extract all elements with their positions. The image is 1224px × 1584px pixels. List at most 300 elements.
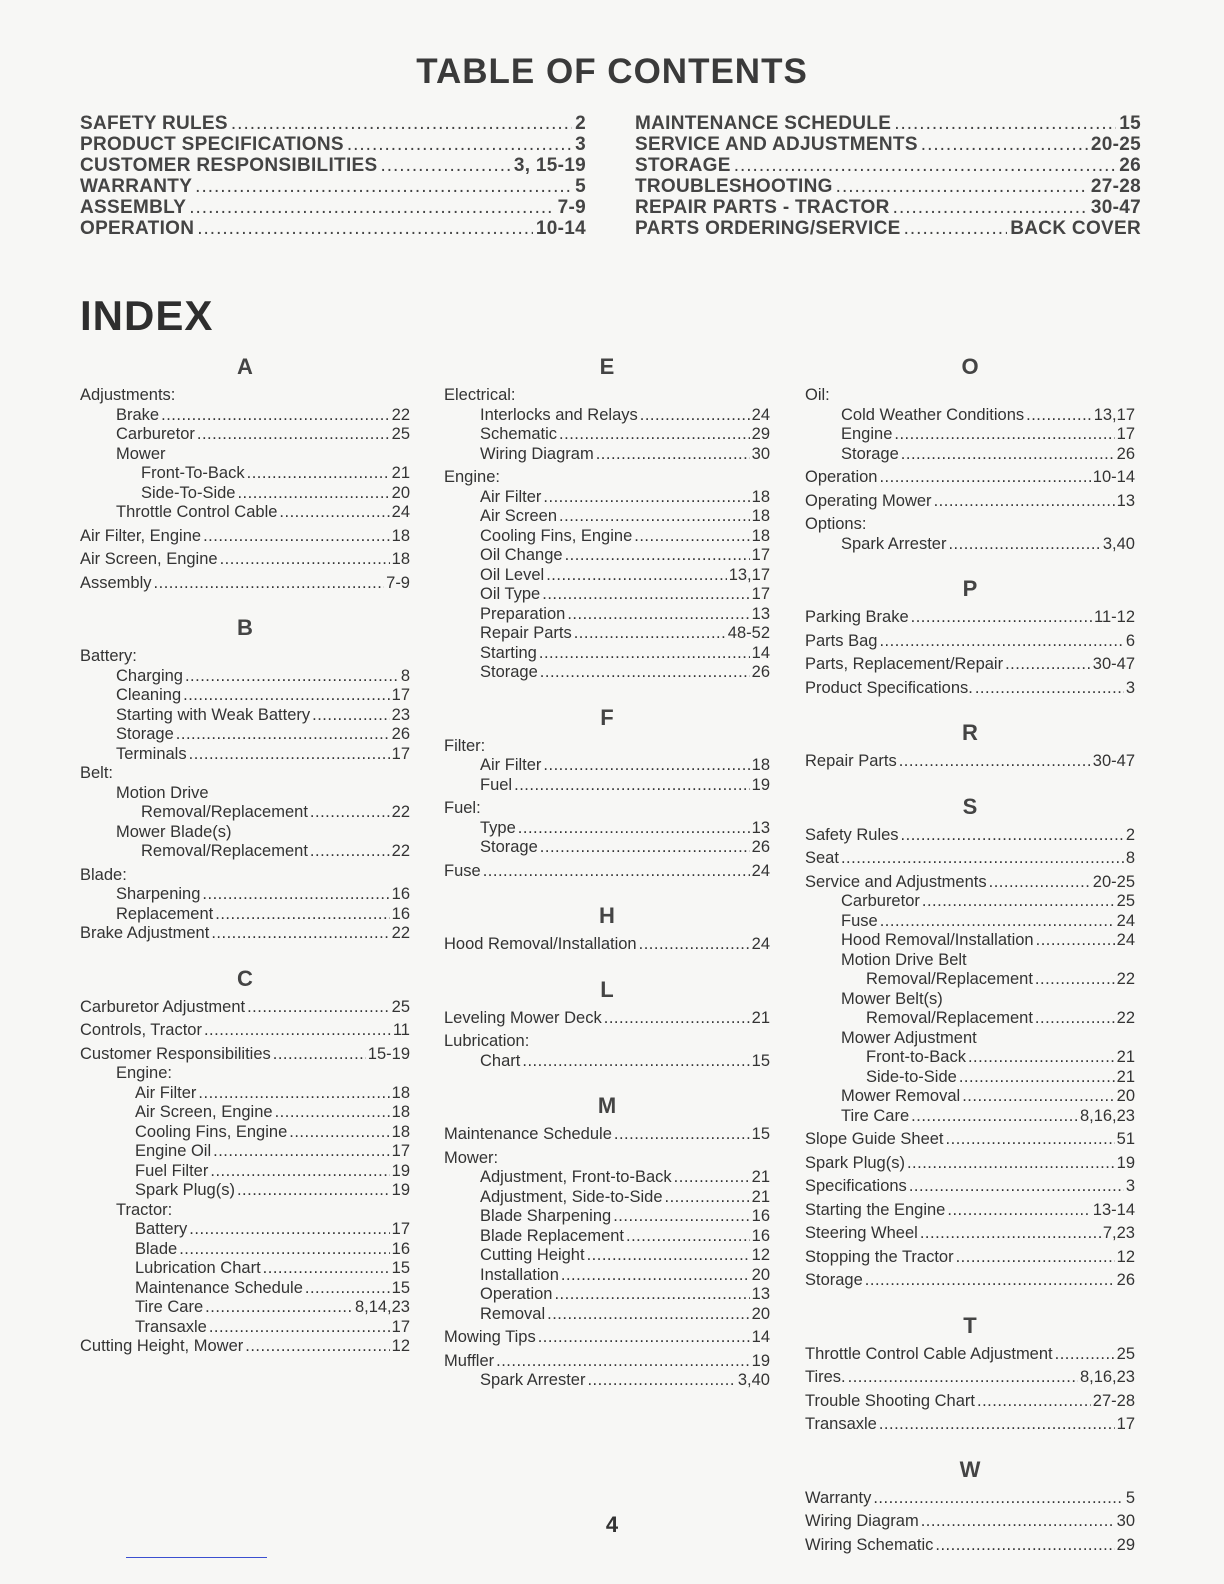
index-entry[interactable] <box>80 842 410 862</box>
dot-leader <box>203 527 390 547</box>
index-entry[interactable] <box>805 1224 1135 1244</box>
index-entry-page: 3,40 <box>737 1371 770 1389</box>
index-entry[interactable] <box>444 862 770 882</box>
index-entry-page: 11-12 <box>1094 608 1135 626</box>
index-entry-label: Air Screen, Engine <box>135 1103 273 1121</box>
index-entry-page: 18 <box>391 550 410 568</box>
index-entry[interactable] <box>805 535 1135 555</box>
index-entry[interactable] <box>444 1125 770 1145</box>
index-entry-label: Side-To-Side <box>141 483 236 502</box>
index-entry-page: 25 <box>391 425 410 443</box>
index-entry-page: 30 <box>1116 1512 1135 1530</box>
toc-row[interactable] <box>635 176 1141 197</box>
toc-label: REPAIR PARTS - TRACTOR <box>635 197 890 218</box>
index-entry-label: Installation <box>480 1265 559 1284</box>
dot-leader <box>899 752 1091 772</box>
index-entry-page: 22 <box>391 803 410 821</box>
index-entry-page: 6 <box>1125 631 1135 650</box>
index-entry[interactable] <box>805 1087 1135 1107</box>
dot-leader <box>574 624 726 644</box>
index-entry[interactable] <box>444 507 770 527</box>
index-entry-page: 48-52 <box>727 624 770 642</box>
index-entry[interactable] <box>444 838 770 858</box>
toc-row[interactable] <box>80 155 586 176</box>
dot-leader <box>215 905 389 925</box>
index-entry[interactable] <box>805 752 1135 772</box>
index-entry-label: Wiring Schematic <box>805 1535 934 1554</box>
index-entry[interactable] <box>805 468 1135 488</box>
dot-leader <box>540 663 750 683</box>
index-entry[interactable] <box>805 1248 1135 1268</box>
index-entry <box>80 784 410 804</box>
index-entry-page: 26 <box>751 663 770 681</box>
index-entry-label: Preparation <box>480 604 566 623</box>
dot-leader <box>559 507 750 527</box>
index-entry-label: Oil: <box>805 386 830 404</box>
index-entry[interactable] <box>444 1285 770 1305</box>
index-entry[interactable] <box>80 1162 410 1182</box>
index-entry[interactable] <box>805 632 1135 652</box>
index-entry[interactable] <box>805 608 1135 628</box>
dot-leader <box>202 885 389 905</box>
index-entry-page: 8 <box>1125 849 1135 867</box>
index-entry-label: Cooling Fins, Engine <box>135 1122 288 1141</box>
dot-leader <box>554 1285 749 1305</box>
index-entry[interactable] <box>444 1352 770 1372</box>
index-entry-page: 24 <box>391 503 410 521</box>
dot-leader <box>1026 406 1092 426</box>
dot-leader <box>205 1298 353 1318</box>
index-entry-label: Product Specifications. <box>805 678 973 697</box>
index-entry-label: Options: <box>805 515 867 533</box>
toc-row[interactable] <box>80 218 586 239</box>
index-entry[interactable] <box>80 1298 410 1318</box>
dot-leader <box>179 1240 389 1260</box>
index-entry[interactable] <box>80 1045 410 1065</box>
index-entry[interactable] <box>805 655 1135 675</box>
index-entry-page: 22 <box>1116 970 1135 988</box>
index-entry[interactable] <box>805 1392 1135 1412</box>
toc-row[interactable] <box>80 113 586 134</box>
toc-label: SAFETY RULES <box>80 113 228 134</box>
index-entry[interactable] <box>80 1220 410 1240</box>
index-entry[interactable] <box>80 1181 410 1201</box>
index-entry-page: 5 <box>1125 1488 1135 1507</box>
index-entry-label: Mower Belt(s) <box>841 989 943 1008</box>
toc-row[interactable] <box>635 113 1141 134</box>
index-entry[interactable] <box>80 425 410 445</box>
index-entry[interactable] <box>80 803 410 823</box>
index-entry[interactable] <box>444 1305 770 1325</box>
index-entry-label: Fuel Filter <box>135 1161 209 1180</box>
index-entry[interactable] <box>80 745 410 765</box>
index-entry-label: Adjustment, Side-to-Side <box>480 1187 663 1206</box>
index-entry[interactable] <box>805 849 1135 869</box>
index-entry-page: 20 <box>391 483 410 502</box>
index-entry-label: Leveling Mower Deck <box>444 1008 602 1027</box>
index-entry[interactable] <box>805 406 1135 426</box>
index-entry[interactable] <box>444 1052 770 1072</box>
index-entry-page: 15 <box>391 1259 410 1277</box>
index-entry[interactable] <box>444 624 770 644</box>
index-entry[interactable] <box>444 406 770 426</box>
index-entry[interactable] <box>80 905 410 925</box>
dot-leader <box>542 585 749 605</box>
index-entry-page: 13 <box>751 818 770 837</box>
dot-leader <box>273 1045 366 1065</box>
dot-leader <box>640 406 750 426</box>
dot-leader <box>518 819 750 839</box>
index-entry-label: Steering Wheel <box>805 1224 918 1242</box>
index-entry[interactable] <box>80 686 410 706</box>
index-entry[interactable] <box>80 503 410 523</box>
index-entry-label: Engine Oil <box>135 1142 212 1160</box>
dot-leader <box>310 803 390 823</box>
index-entry-page: 19 <box>391 1161 410 1180</box>
index-entry-label: Cleaning <box>116 686 182 704</box>
toc-row[interactable] <box>80 197 586 218</box>
index-entry-label: Replacement <box>116 904 214 923</box>
index-entry-page: 8,14,23 <box>354 1298 410 1316</box>
index-entry[interactable] <box>444 1168 770 1188</box>
index-entry-label: Lubrication: <box>444 1032 530 1050</box>
index-entry[interactable] <box>80 1240 410 1260</box>
index-entry[interactable] <box>444 1009 770 1029</box>
index-entry-label: Removal/Replacement <box>866 970 1033 988</box>
dot-leader <box>901 826 1124 846</box>
index-letter-heading: A <box>237 354 253 379</box>
index-entry-page: 26 <box>1116 444 1135 463</box>
toc-page: 26 <box>1119 155 1141 176</box>
dot-leader <box>185 667 399 687</box>
index-entry[interactable] <box>805 1489 1135 1509</box>
dot-leader <box>921 134 1088 156</box>
index-entry-page: 30 <box>751 444 770 463</box>
index-entry[interactable] <box>805 1415 1135 1435</box>
index-entry[interactable] <box>80 1318 410 1338</box>
index-entry-page: 12 <box>1116 1247 1135 1266</box>
dot-leader <box>189 1220 389 1240</box>
index-entry-label: Mowing Tips <box>444 1328 536 1346</box>
index-entry-page: 30-47 <box>1092 752 1135 770</box>
index-entry[interactable] <box>80 1337 410 1357</box>
index-entry[interactable] <box>444 1371 770 1391</box>
index-entry-label: Storage <box>841 444 899 463</box>
index-entry-page: 22 <box>1116 1009 1135 1027</box>
index-entry-page: 3 <box>1125 678 1135 697</box>
index-entry[interactable] <box>80 706 410 726</box>
index-entry <box>80 823 410 843</box>
toc-label: STORAGE <box>635 155 731 176</box>
index-entry[interactable] <box>444 605 770 625</box>
index-entry-page: 17 <box>391 1317 410 1336</box>
toc-row[interactable] <box>635 218 1141 239</box>
toc-label: ASSEMBLY <box>80 197 187 218</box>
index-entry[interactable] <box>444 1227 770 1247</box>
dot-leader <box>901 445 1115 465</box>
index-entry[interactable] <box>805 912 1135 932</box>
index-entry[interactable] <box>80 1123 410 1143</box>
index-entry <box>805 386 1135 406</box>
dot-leader <box>210 1162 389 1182</box>
index-entry[interactable] <box>80 667 410 687</box>
index-entry-label: Lubrication Chart <box>135 1259 261 1277</box>
dot-leader <box>211 924 389 944</box>
index-entry[interactable] <box>805 1107 1135 1127</box>
index-entry-label: Carburetor <box>116 425 195 443</box>
dot-leader <box>543 756 749 776</box>
index-entry[interactable] <box>80 1021 410 1041</box>
index-entry[interactable] <box>805 1130 1135 1150</box>
index-entry[interactable] <box>80 406 410 426</box>
index-entry[interactable] <box>444 585 770 605</box>
dot-leader <box>540 838 750 858</box>
index-title: INDEX <box>80 292 214 339</box>
index-entry[interactable] <box>805 1068 1135 1088</box>
index-entry-label: Charging <box>116 666 183 685</box>
index-entry-label: Air Filter <box>480 756 542 774</box>
index-entry-page: 14 <box>751 643 770 662</box>
index-entry[interactable] <box>805 445 1135 465</box>
bottom-rule <box>126 1557 267 1558</box>
index-column-3 <box>805 348 1135 1555</box>
index-entry-label: Motion Drive Belt <box>841 950 967 969</box>
index-entry[interactable] <box>444 566 770 586</box>
index-entry[interactable] <box>805 1271 1135 1291</box>
index-entry <box>444 468 770 488</box>
index-entry[interactable] <box>805 1201 1135 1221</box>
dot-leader <box>543 488 749 508</box>
index-entry-label: Spark Plug(s) <box>805 1153 905 1172</box>
index-entry[interactable] <box>805 1345 1135 1365</box>
index-entry-label: Removal/Replacement <box>141 803 308 821</box>
index-entry[interactable] <box>444 663 770 683</box>
index-entry-page: 16 <box>391 904 410 923</box>
section-gap <box>444 955 770 971</box>
index-entry-page: 7,23 <box>1102 1224 1135 1242</box>
index-entry[interactable] <box>444 644 770 664</box>
index-entry[interactable] <box>444 776 770 796</box>
dot-leader <box>204 1021 391 1041</box>
dot-leader <box>496 1352 750 1372</box>
dot-leader <box>197 218 533 240</box>
index-entry-page: 25 <box>1116 892 1135 910</box>
index-letter-heading: E <box>599 354 615 379</box>
dot-leader <box>279 503 389 523</box>
index-entry[interactable] <box>444 1266 770 1286</box>
section-gap <box>444 1071 770 1087</box>
index-entry-label: Front-To-Back <box>141 464 245 482</box>
index-entry[interactable] <box>80 484 410 504</box>
index-entry-page: 17 <box>391 1142 410 1160</box>
dot-leader <box>956 1248 1115 1268</box>
index-entry[interactable] <box>80 885 410 905</box>
dot-leader <box>639 935 750 955</box>
toc-label: PRODUCT SPECIFICATIONS <box>80 134 344 155</box>
dot-leader <box>209 1318 390 1338</box>
dot-leader <box>198 1084 389 1104</box>
index-entry-page: 13,17 <box>1093 405 1135 424</box>
index-entry-page: 20 <box>751 1304 770 1323</box>
index-entry[interactable] <box>80 725 410 745</box>
index-entry[interactable] <box>80 1279 410 1299</box>
toc-row[interactable] <box>80 176 586 197</box>
index-entry[interactable] <box>805 1009 1135 1029</box>
dot-leader <box>948 535 1100 555</box>
index-entry-label: Starting the Engine <box>805 1200 946 1219</box>
index-entry[interactable] <box>80 924 410 944</box>
index-entry[interactable] <box>80 998 410 1018</box>
index-entry[interactable] <box>805 425 1135 445</box>
index-entry-page: 22 <box>391 924 410 942</box>
dot-leader <box>275 1103 390 1123</box>
index-entry[interactable] <box>805 873 1135 893</box>
toc-page: 20-25 <box>1090 134 1141 155</box>
index-entry[interactable] <box>444 1188 770 1208</box>
index-entry-label: Storage <box>480 838 538 856</box>
dot-leader <box>559 425 750 445</box>
dot-leader <box>312 706 390 726</box>
index-entry[interactable] <box>80 550 410 570</box>
index-entry[interactable] <box>444 1207 770 1227</box>
index-entry[interactable] <box>805 679 1135 699</box>
section-gap <box>805 698 1135 714</box>
dot-leader <box>879 468 1090 488</box>
index-entry[interactable] <box>80 1103 410 1123</box>
section-gap <box>805 1435 1135 1451</box>
index-entry-label: Throttle Control Cable Adjustment <box>805 1344 1053 1363</box>
dot-leader <box>634 527 749 547</box>
index-entry-label: Tire Care <box>135 1298 204 1316</box>
index-entry-label: Blade Replacement <box>480 1226 625 1245</box>
section-gap <box>80 593 410 609</box>
index-entry-page: 22 <box>391 405 410 424</box>
index-entry-page: 19 <box>751 775 770 794</box>
dot-leader <box>946 1130 1115 1150</box>
dot-leader <box>613 1207 749 1227</box>
dot-leader <box>894 425 1114 445</box>
dot-leader <box>538 1328 750 1348</box>
dot-leader <box>176 725 390 745</box>
index-entry[interactable] <box>805 892 1135 912</box>
dot-leader <box>604 1009 750 1029</box>
index-entry-page: 16 <box>751 1226 770 1245</box>
dot-leader <box>920 1224 1101 1244</box>
index-entry-page: 10-14 <box>1092 468 1135 486</box>
index-entry <box>805 951 1135 971</box>
toc-row[interactable] <box>80 134 586 155</box>
index-entry[interactable] <box>444 756 770 776</box>
toc-page: 30-47 <box>1090 197 1141 218</box>
index-entry-label: Trouble Shooting Chart <box>805 1391 975 1410</box>
index-entry-label: Spark Arrester <box>480 1371 586 1389</box>
dot-leader <box>879 1415 1115 1435</box>
index-entry[interactable] <box>805 1048 1135 1068</box>
index-entry[interactable] <box>805 1536 1135 1556</box>
dot-leader <box>907 1154 1115 1174</box>
index-entry-label: Adjustments: <box>80 386 176 404</box>
toc-page: BACK COVER <box>1010 218 1141 239</box>
index-entry-label: Brake Adjustment <box>80 924 210 942</box>
dot-leader <box>934 492 1115 512</box>
index-entry[interactable] <box>444 546 770 566</box>
index-entry-page: 18 <box>391 1122 410 1141</box>
toc-row[interactable] <box>635 134 1141 155</box>
index-entry[interactable] <box>80 574 410 594</box>
dot-leader <box>546 566 727 586</box>
dot-leader <box>734 155 1117 177</box>
index-entry-page: 18 <box>751 507 770 525</box>
dot-leader <box>962 1087 1114 1107</box>
index-entry-page: 18 <box>391 526 410 545</box>
index-entry-page: 21 <box>1116 1048 1135 1066</box>
index-entry[interactable] <box>444 1246 770 1266</box>
index-entry-label: Warranty <box>805 1488 872 1507</box>
index-entry[interactable] <box>805 492 1135 512</box>
index-entry[interactable] <box>805 826 1135 846</box>
index-entry[interactable] <box>444 527 770 547</box>
index-entry-label: Slope Guide Sheet <box>805 1130 944 1148</box>
index-entry[interactable] <box>444 445 770 465</box>
index-entry-label: Schematic <box>480 425 558 443</box>
index-entry[interactable] <box>805 1368 1135 1388</box>
toc-label: PARTS ORDERING/SERVICE <box>635 218 901 239</box>
index-entry-page: 21 <box>751 1187 770 1206</box>
index-entry[interactable] <box>80 1259 410 1279</box>
index-entry-page: 16 <box>391 885 410 903</box>
index-entry[interactable] <box>444 935 770 955</box>
index-entry[interactable] <box>444 1328 770 1348</box>
index-entry[interactable] <box>805 970 1135 990</box>
index-entry-label: Carburetor <box>841 892 920 910</box>
index-entry-page: 18 <box>391 1083 410 1102</box>
index-letter-heading: O <box>961 354 979 379</box>
index-entry-label: Removal <box>480 1304 546 1323</box>
index-entry[interactable] <box>805 931 1135 951</box>
dot-leader <box>213 1142 390 1162</box>
index-entry-page: 3,40 <box>1102 534 1135 553</box>
dot-leader <box>183 686 390 706</box>
index-entry-page: 30-47 <box>1092 655 1135 673</box>
index-entry[interactable] <box>80 527 410 547</box>
index-entry[interactable] <box>444 819 770 839</box>
index-entry-page: 17 <box>751 546 770 564</box>
index-entry[interactable] <box>805 1154 1135 1174</box>
toc-row[interactable] <box>635 155 1141 176</box>
dot-leader <box>1005 655 1091 675</box>
index-entry-label: Starting <box>480 643 537 662</box>
index-entry[interactable] <box>80 1142 410 1162</box>
index-entry[interactable] <box>444 425 770 445</box>
index-entry-page: 21 <box>1116 1067 1135 1086</box>
index-entry-label: Repair Parts <box>480 624 572 642</box>
index-entry[interactable] <box>444 488 770 508</box>
dot-leader <box>220 550 390 570</box>
dot-leader <box>347 134 572 156</box>
index-letter-heading: H <box>599 903 615 928</box>
index-entry-label: Mower: <box>444 1148 499 1167</box>
index-entry[interactable] <box>80 464 410 484</box>
index-entry-page: 17 <box>391 1220 410 1238</box>
toc-label: SERVICE AND ADJUSTMENTS <box>635 134 918 155</box>
index-entry[interactable] <box>805 1177 1135 1197</box>
index-entry-label: Air Filter, Engine <box>80 526 202 545</box>
toc-row[interactable] <box>635 197 1141 218</box>
index-entry-page: 17 <box>751 585 770 603</box>
index-entry[interactable] <box>80 1084 410 1104</box>
page-number: 4 <box>605 1512 619 1537</box>
dot-leader <box>911 1107 1078 1127</box>
